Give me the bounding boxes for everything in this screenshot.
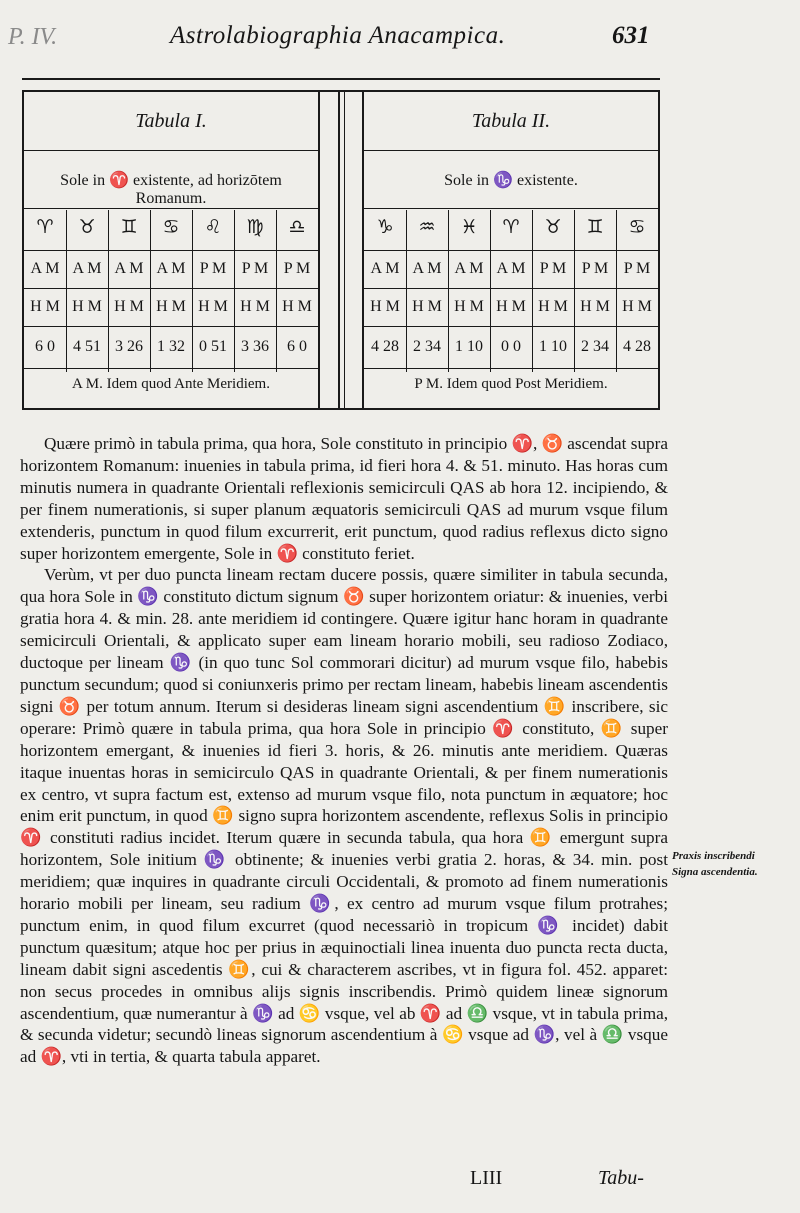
hour-minute-cell: H M <box>538 298 568 315</box>
am-pm-cell: P M <box>539 260 567 277</box>
zodiac-sign: ♊ <box>586 216 604 238</box>
table-rule <box>24 150 318 151</box>
table-rule <box>24 250 318 251</box>
table-tabula-1 <box>22 90 320 410</box>
time-value-cell: 1 10 <box>539 338 567 355</box>
zodiac-sign: ♋ <box>628 216 646 238</box>
am-pm-cell: P M <box>199 260 227 277</box>
am-pm-cell: A M <box>156 260 186 277</box>
zodiac-sign: ♓ <box>460 216 478 238</box>
table-rule <box>24 288 318 289</box>
table-rule <box>364 208 658 209</box>
time-value-cell: 4 28 <box>623 338 651 355</box>
am-pm-cell: A M <box>30 260 60 277</box>
table-footnote: A M. Idem quod Ante Meridiem. <box>72 376 270 392</box>
table-gutter <box>320 90 362 410</box>
paragraph: Verùm, vt per duo puncta lineam rectam ducere possis, quære similiter in tabula secunda, qua hora Sole in ♑ constituto dictum signum ♉ super horizontem oriatur: & inuenies, verbi gratia hora 4. & min. 28. ante meridiem id contingere. Quære igitur hanc horam in quadrante semicirculi Orientali, & applicato super eam lineam horario mobili, seu radioso Zodiaco, ductoque per lineam ♑ (in quo tunc Sol commorari dicitur) ad murum vsque filo, habebis punctum secundum; quod si coniunxeris primo per rectam lineam, habebis lineam ascendentis signi ♉ per totum annum. Iterum si desideras lineam signi ascendentium ♊ inscribere, sic operare: Primò quære in tabula prima, qua hora Sole in principio ♈ constituto, ♊ super horizontem emergant, & inuenies id fieri 3. horis, & 26. minutis ante meridiem. Quæras itaque inuentas horas in semicirculo QAS in quadrante Orientali, & per finem numerationis ex centro, vt supra factum est, extenso ad murum vsque filo, nota punctum in æquatore; hoc enim erit punctum, in quod ♊ signo supra horizontem ascendente, reflexus Solis in principio ♈ constituti radius incidet. Iterum quære in secunda tabula, qua hora ♊ emergunt supra horizontem, Sole initium ♑ obtinente; & inuenies verbi gratia 2. horas, & 34. min. post meridiem; quæ inquires in quadrante circuli Occidentali, & promoto ad finem numerationis horario mobili per lineam, seu radium ♑, ex centro ad murum vsque filum protrahes; punctum enim, in quod filum excurret (quod necessariò in tropicum ♑ incidet) dabit punctum quæsitum; atque hoc per prius in æquinoctiali linea inuenta duo puncta recta ducta, lineam dabit signi ascedentis ♊, cui & characterem ascribes, vt in figura fol. 452. apparet: non secus procedes in omnibus alijs signis inscribendis. Primò quidem lineæ signorum ascendentium, quæ numerantur à ♑ ad ♋ vsque, vel ab ♈ ad ♎ vsque, vt in tabula prima, & secunda videtur; secundò lineas signorum ascendentium à ♋ vsque ad ♑, vel à ♎ vsque ad ♈, vti in tertia, & quarta tabula apparet. <box>20 565 668 1067</box>
paragraph: Quære primò in tabula prima, qua hora, Sole constituto in principio ♈, ♉ ascendat supra horizontem Romanum: inuenies in tabula prima, id fieri hora 4. & 51. minuto. Has horas cum minutis numera in quadrante Orientali reflexionis semicirculi QAS ab hora 12. incipiendo, & per finem numerationis, si super planum æquatoris semicirculi QAS ad murum vsque filum extenderis, punctum in quod filum excurrerit, erit punctum, quod radius reflexus dicto signo super horizontem emergente, Sole in ♈ constituto feriet. <box>20 434 668 563</box>
header-rule <box>22 78 660 80</box>
time-value-cell: 3 36 <box>241 338 269 355</box>
zodiac-sign: ♉ <box>544 216 562 238</box>
table-caption: Sole in ♑ existente. <box>444 172 578 189</box>
table-title: Tabula II. <box>471 110 551 132</box>
hour-minute-cell: H M <box>412 298 442 315</box>
time-value-cell: 2 34 <box>413 338 441 355</box>
am-pm-cell: P M <box>283 260 311 277</box>
table-caption: Sole in ♈ existente, ad horizōtem Romanum. <box>60 172 282 207</box>
hour-minute-cell: H M <box>454 298 484 315</box>
hour-minute-cell: H M <box>496 298 526 315</box>
zodiac-sign: ♋ <box>162 216 180 238</box>
time-value-cell: 1 10 <box>455 338 483 355</box>
hour-minute-cell: H M <box>370 298 400 315</box>
table-rule <box>24 326 318 327</box>
time-value-cell: 6 0 <box>35 338 55 355</box>
table-rule <box>24 368 318 369</box>
am-pm-cell: P M <box>241 260 269 277</box>
table-rule <box>364 150 658 151</box>
table-footnote: P M. Idem quod Post Meridiem. <box>414 376 608 392</box>
time-value-cell: 4 28 <box>371 338 399 355</box>
time-value-cell: 2 34 <box>581 338 609 355</box>
time-value-cell: 0 51 <box>199 338 227 355</box>
table-rule <box>24 208 318 209</box>
zodiac-sign: ♌ <box>204 216 222 238</box>
signature-mark: LIII <box>470 1167 503 1189</box>
am-pm-cell: P M <box>581 260 609 277</box>
time-value-cell: 4 51 <box>73 338 101 355</box>
zodiac-sign: ♈ <box>36 216 54 238</box>
gutter-rule <box>338 92 340 408</box>
zodiac-sign: ♎ <box>288 216 306 238</box>
table-title: Tabula I. <box>135 110 207 132</box>
running-title: Astrolabiographia Anacampica. <box>170 22 506 49</box>
am-pm-cell: A M <box>412 260 442 277</box>
table-rule <box>364 250 658 251</box>
zodiac-sign: ♈ <box>502 216 520 238</box>
page-number: 631 <box>612 22 650 49</box>
zodiac-sign: ♒ <box>418 216 436 238</box>
bleed-through-text: P. IV. <box>8 24 58 50</box>
zodiac-sign: ♊ <box>120 216 138 238</box>
marginal-note: Praxis inscribendi Signa ascendentia. <box>672 850 758 878</box>
hour-minute-cell: H M <box>622 298 652 315</box>
am-pm-cell: A M <box>496 260 526 277</box>
table-rule <box>364 288 658 289</box>
am-pm-cell: A M <box>114 260 144 277</box>
zodiac-sign: ♉ <box>78 216 96 238</box>
table-rule <box>364 368 658 369</box>
table-rule <box>364 326 658 327</box>
time-value-cell: 1 32 <box>157 338 185 355</box>
hour-minute-cell: H M <box>72 298 102 315</box>
table-tabula-2 <box>362 90 660 410</box>
time-value-cell: 0 0 <box>501 338 521 355</box>
hour-minute-cell: H M <box>198 298 228 315</box>
am-pm-cell: A M <box>454 260 484 277</box>
gutter-rule <box>344 92 345 408</box>
hour-minute-cell: H M <box>282 298 312 315</box>
hour-minute-cell: H M <box>580 298 610 315</box>
time-value-cell: 6 0 <box>287 338 307 355</box>
zodiac-sign: ♑ <box>376 216 394 238</box>
body-text <box>20 433 668 1068</box>
hour-minute-cell: H M <box>240 298 270 315</box>
hour-minute-cell: H M <box>156 298 186 315</box>
am-pm-cell: A M <box>370 260 400 277</box>
hour-minute-cell: H M <box>30 298 60 315</box>
zodiac-sign: ♍ <box>246 216 264 238</box>
am-pm-cell: P M <box>623 260 651 277</box>
catchword: Tabu- <box>598 1167 644 1189</box>
hour-minute-cell: H M <box>114 298 144 315</box>
am-pm-cell: A M <box>72 260 102 277</box>
time-value-cell: 3 26 <box>115 338 143 355</box>
